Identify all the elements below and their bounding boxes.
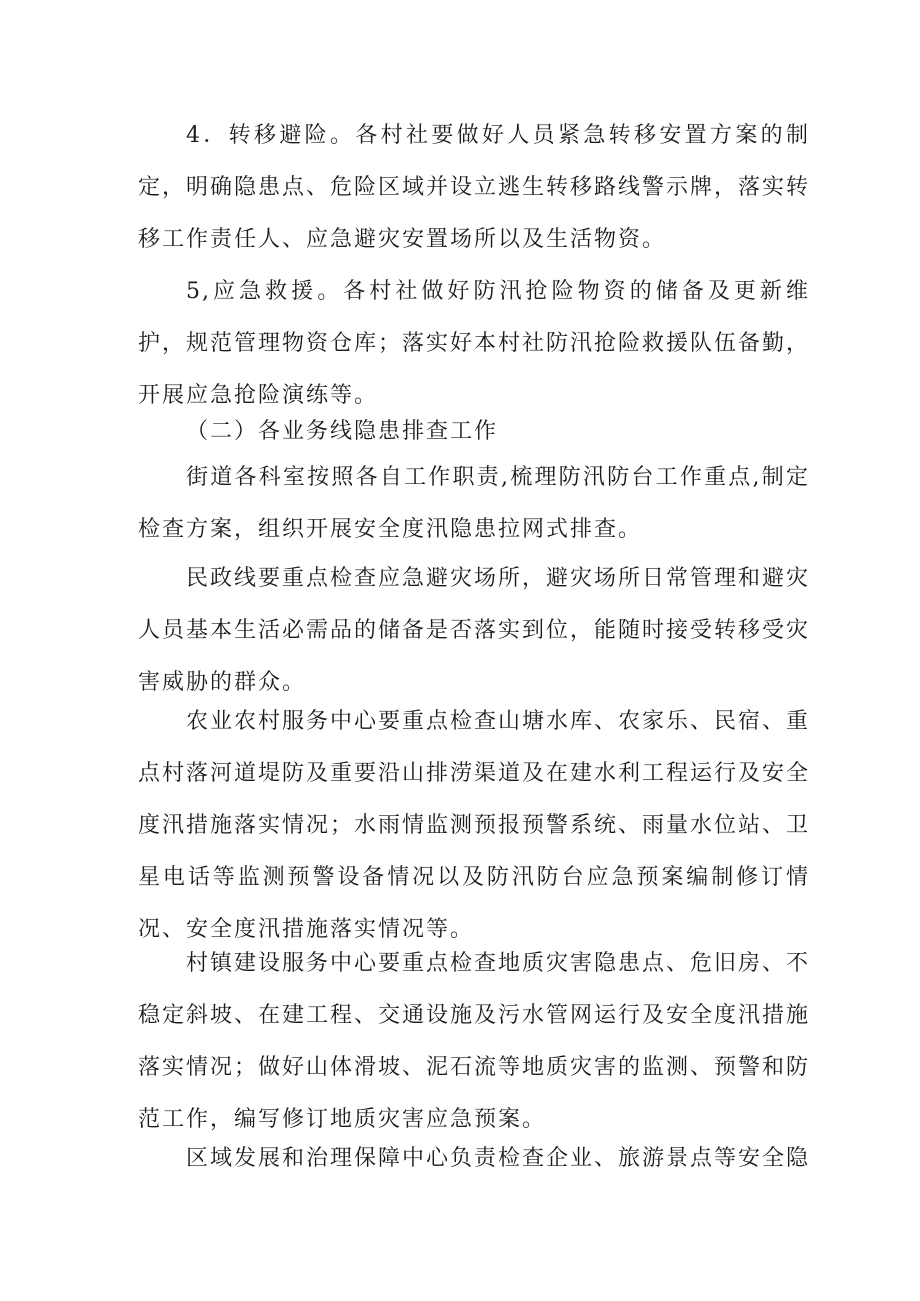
paragraph-village-construction: 村镇建设服务中心要重点检查地质灾害隐患点、危旧房、不稳定斜坡、在建工程、交通设施及污水管网运行及安全度汛措施落实情况；做好山体滑坡、泥石流等地质灾害的监测、预警和防范工作，编写修订地质灾害应急预案。	[138, 951, 811, 1132]
paragraph-civil-affairs: 民政线要重点检查应急避灾场所，避灾场所日常管理和避灾人员基本生活必需品的储备是否落实到位，能随时接受转移受灾害威胁的群众。	[138, 566, 811, 695]
paragraph-agriculture-center: 农业农村服务中心要重点检查山塘水库、农家乐、民宿、重点村落河道堤防及重要沿山排涝渠道及在建水利工程运行及安全度汛措施落实情况；水雨情监测预报预警系统、雨量水位站、卫星电话等监测预警设备情况以及防汛防台应急预案编制修订情况、安全度汛措施落实情况等。	[138, 709, 811, 942]
section-heading: （二）各业务线隐患排查工作	[186, 419, 499, 444]
paragraph-transfer-evacuation: 4．转移避险。各村社要做好人员紧急转移安置方案的制定，明确隐患点、危险区域并设立逃生转移路线警示牌，落实转移工作责任人、应急避灾安置场所以及生活物资。	[138, 123, 811, 252]
paragraph-regional-development: 区域发展和治理保障中心负责检查企业、旅游景点等安全隐	[186, 1146, 811, 1171]
paragraph-street-departments: 街道各科室按照各自工作职责,梳理防汛防台工作重点,制定检查方案，组织开展安全度汛隐患拉网式排查。	[138, 465, 810, 542]
paragraph-emergency-rescue: 5,应急救援。各村社做好防汛抢险物资的储备及更新维护，规范管理物资仓库；落实好本村社防汛抢险救援队伍备勤，开展应急抢险演练等。	[138, 279, 811, 408]
